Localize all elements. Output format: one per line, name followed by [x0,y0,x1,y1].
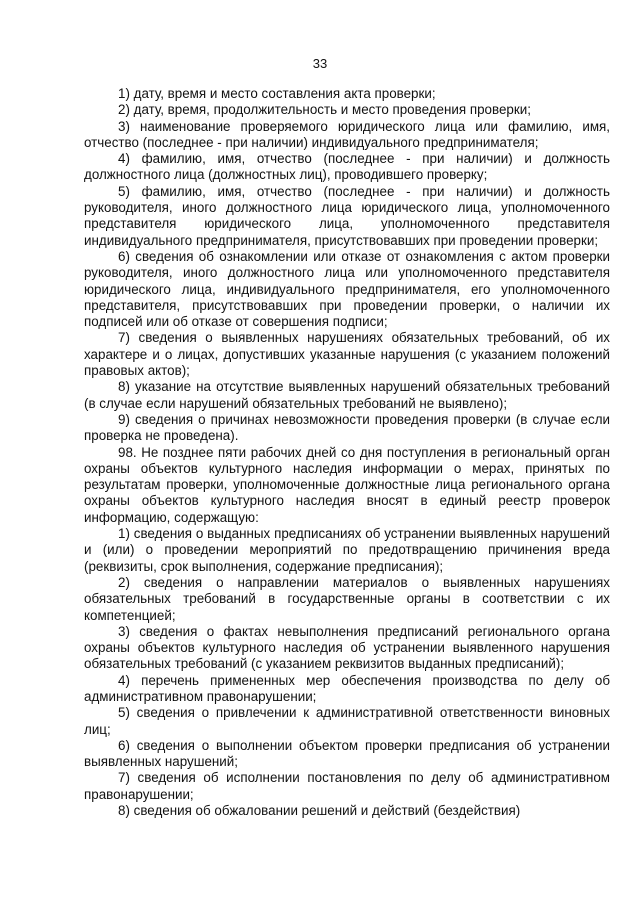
paragraph: 3) наименование проверяемого юридического лица или фамилию, имя, отчество (последнее - при наличии) индивидуального предпринимателя; [84,118,610,150]
paragraph: 1) дату, время и место составления акта проверки; [118,86,436,101]
paragraph: 6) сведения об ознакомлении или отказе от ознакомления с актом проверки руководителя, иного должностного лица или уполномоченного представителя юридического лица, индивидуального предпринимателя, его уполномоченного представителя, присутствовавших при проведении проверки, о наличии их подписей или об отказе от совершения подписи; [84,248,610,330]
document-body [84,86,610,819]
paragraph: 2) дату, время, продолжительность и место проведения проверки; [118,102,531,118]
paragraph: 7) сведения об исполнении постановления по делу об административном правонарушении; [84,770,610,802]
paragraph: 1) сведения о выданных предписаниях об устранении выявленных нарушений и (или) о проведении мероприятий по предотвращению причинения вреда (реквизиты, срок выполнения, содержание предписания); [84,526,610,574]
paragraph: 5) сведения о привлечении к административной ответственности виновных лиц; [84,705,610,737]
page-number: 33 [312,56,328,71]
paragraph: 6) сведения о выполнении объектом проверки предписания об устранении выявленных нарушений; [84,737,610,770]
paragraph: 7) сведения о выявленных нарушениях обязательных требований, об их характере и о лицах, допустивших указанные нарушения (с указанием положений правовых актов); [84,330,610,379]
paragraph: 98. Не позднее пяти рабочих дней со дня поступления в региональный орган охраны объектов культурного наследия информации о мерах, принятых по результатам проверки, уполномоченные должностные лица регионального органа охраны объектов культурного наследия вносят в единый реестр проверок информацию, содержащую: [84,444,610,525]
paragraph: 4) перечень примененных мер обеспечения производства по делу об административном правонарушении; [84,672,610,704]
paragraph: 4) фамилию, имя, отчество (последнее - при наличии) и должность должностного лица (должностных лиц), проводившего проверку; [84,151,610,183]
paragraph: 8) указание на отсутствие выявленных нарушений обязательных требований (в случае если нарушений обязательных требований не выявлено); [84,379,610,411]
paragraph: 3) сведения о фактах невыполнения предписаний регионального органа охраны объектов культурного наследия об устранении выявленного нарушения обязательных требований (с указанием реквизитов выданных предписаний); [84,623,610,672]
paragraph: 9) сведения о причинах невозможности проведения проверки (в случае если проверка не проведена). [84,411,610,444]
paragraph: 2) сведения о направлении материалов о выявленных нарушениях обязательных требований в государственные органы в соответствии с их компетенцией; [84,574,610,623]
paragraph: 8) сведения об обжаловании решений и действий (бездействия) [118,803,521,819]
paragraph: 5) фамилию, имя, отчество (последнее - при наличии) и должность руководителя, иного должностного лица юридического лица, уполномоченного представителя юридического лица, уполномоченного представителя индивидуального предпринимателя, присутствовавших при проведении проверки; [84,183,610,248]
